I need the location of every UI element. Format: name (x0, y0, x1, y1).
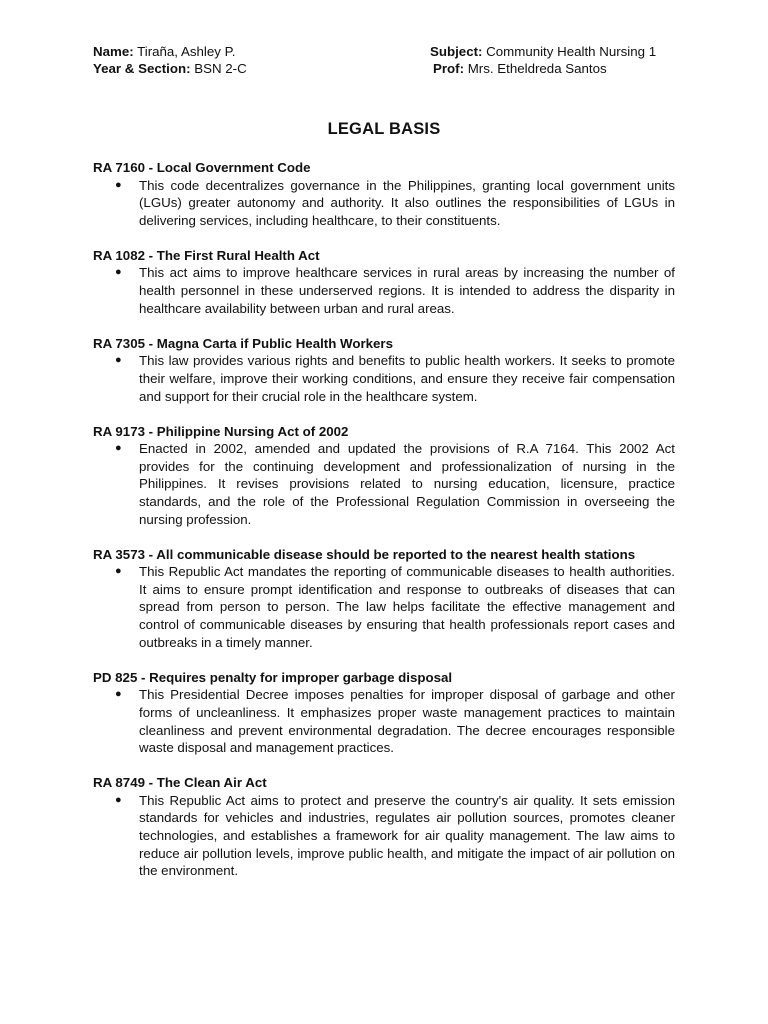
law-heading: RA 8749 - The Clean Air Act (93, 775, 267, 791)
law-description: This Republic Act mandates the reporting of communicable diseases to health authorities. It aims to ensure prompt identification and response to outbreaks of diseases that can spread from person to person. The law helps facilitate the effective management and control of communicable diseases by ensuring that health professionals report cases and outbreaks in a timely manner. (139, 564, 675, 650)
name-label: Name: (93, 44, 134, 59)
subject-line (430, 43, 656, 61)
subject-label: Subject: (430, 44, 483, 59)
law-description: This Republic Act aims to protect and preserve the country's air quality. It sets emission standards for vehicles and industries, regulates air pollution sources, promotes cleaner technologies, and establishes a framework for air quality management. The law aims to reduce air pollution levels, improve public health, and mitigate the impact of air pollution on the environment. (139, 792, 675, 879)
bullet-icon: ● (115, 565, 122, 578)
bullet-icon: ● (115, 266, 122, 279)
year-section-label: Year & Section: (93, 61, 191, 76)
law-heading: RA 7305 - Magna Carta if Public Health Workers (93, 335, 394, 351)
law-description-item (93, 177, 675, 230)
professor-value: Mrs. Etheldreda Santos (464, 61, 607, 76)
year-section-line (93, 60, 247, 78)
law-description-item (93, 264, 675, 317)
law-description: Enacted in 2002, amended and updated the provisions of R.A 7164. This 2002 Act provides for the continuing development and professionalization of nursing in the Philippines. It revises provisions related to nursing education, licensure, practice standards, and the role of the Professional Regulation Commission in overseeing the nursing profession. (139, 441, 675, 527)
law-section (93, 423, 675, 529)
law-section (93, 546, 675, 652)
student-name-line (93, 43, 235, 61)
year-section-value: BSN 2-C (190, 61, 247, 76)
law-heading: PD 825 - Requires penalty for improper garbage disposal (93, 669, 453, 685)
law-description: This code decentralizes governance in the Philippines, granting local government units (LGUs) greater autonomy and authority. It also outlines the responsibilities of LGUs in delivering services, including healthcare, to their constituents. (139, 177, 675, 228)
bullet-icon: ● (115, 354, 122, 367)
bullet-icon: ● (115, 688, 122, 701)
subject-value: Community Health Nursing 1 (482, 44, 657, 59)
professor-label: Prof: (433, 61, 465, 76)
professor-line (433, 60, 607, 78)
law-description-item (93, 792, 675, 880)
law-section (93, 669, 675, 757)
name-value: Tiraña, Ashley P. (133, 44, 236, 59)
law-description: This act aims to improve healthcare services in rural areas by increasing the number of health personnel in these underserved regions. It is intended to address the disparity in healthcare availability between urban and rural areas. (139, 265, 675, 316)
law-heading: RA 1082 - The First Rural Health Act (93, 247, 320, 263)
document-title: LEGAL BASIS (327, 120, 441, 138)
law-section (93, 159, 675, 229)
law-description-item (93, 352, 675, 405)
law-description: This law provides various rights and benefits to public health workers. It seeks to promote their welfare, improve their working conditions, and ensure they receive fair compensation and support for their crucial role in the healthcare system. (139, 353, 675, 404)
law-description-item (93, 686, 675, 756)
law-section (93, 335, 675, 405)
law-heading: RA 7160 - Local Government Code (93, 160, 311, 175)
bullet-icon: ● (115, 442, 122, 455)
legal-basis-list (93, 159, 675, 897)
law-description-item (93, 440, 675, 528)
law-section (93, 774, 675, 880)
law-heading: RA 9173 - Philippine Nursing Act of 2002 (93, 423, 349, 439)
bullet-icon: ● (115, 178, 122, 191)
law-heading: RA 3573 - All communicable disease should be reported to the nearest health stations (93, 546, 636, 562)
law-description-item (93, 563, 675, 651)
law-description: This Presidential Decree imposes penalties for improper disposal of garbage and other forms of uncleanliness. It emphasizes proper waste management practices to maintain cleanliness and prevent environmental degradation. The decree encourages responsible waste disposal and management practices. (139, 687, 675, 756)
law-section (93, 247, 675, 317)
bullet-icon: ● (115, 793, 122, 806)
